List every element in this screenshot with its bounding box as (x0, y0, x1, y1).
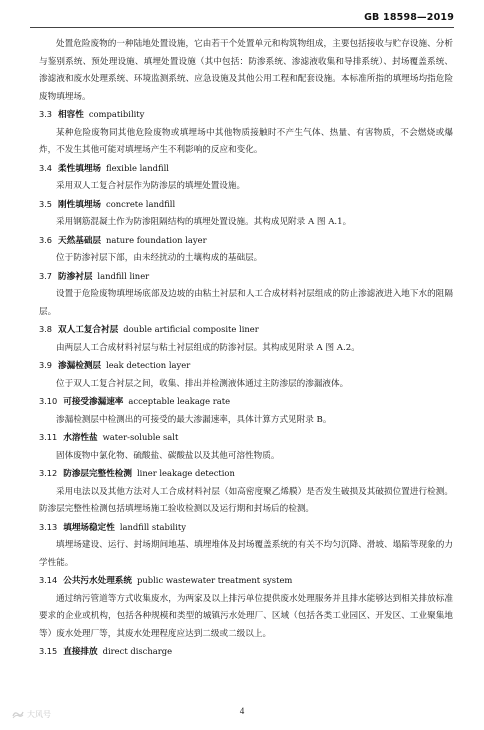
term-english-name: nature foundation layer (106, 234, 207, 245)
term-english-name: direct discharge (102, 646, 173, 656)
term-number: 3.15 (39, 646, 58, 656)
term-number: 3.8 (39, 324, 53, 334)
term-definition: 位于双人工复合衬层之间，收集、排出并检测液体通过主防渗层的渗漏液体。 (56, 378, 349, 389)
watermark-logo-icon (12, 710, 24, 719)
term-definition: 某种危险废物同其他危险废物或填埋场中其他物质接触时不产生气体、热量、有害物质，不会燃烧或爆炸，不发生其他可能对填埋场产生不利影响的反应和变化。 (39, 127, 453, 155)
term-chinese-name: 防渗层完整性检测 (63, 469, 132, 479)
term-number: 3.4 (39, 162, 53, 173)
term-definition: 通过纳污管道等方式收集废水，为两家及以上排污单位提供废水处理服务并且排水能够达到相关排放标准要求的企业或机构，包括各种规模和类型的城镇污水处理厂、区域（包括各类工业园区、开发区、工业聚集地等）废水处理厂等，其废水处理程度应达到二级或二级以上。 (39, 593, 453, 639)
term-english-name: landfill stability (119, 521, 186, 532)
standard-code: GB 18598—2019 (364, 12, 454, 23)
term-definition: 渗漏检测层中检测出的可接受的最大渗漏速率，具体计算方式见附录 B。 (56, 414, 332, 425)
term-heading (39, 429, 453, 448)
term-heading (39, 519, 453, 538)
term-definition: 采用电法以及其他方法对人工合成材料衬层（如高密度聚乙烯膜）是否发生破损及其破损位置进行检测。防渗层完整性检测包括填埋场施工验收检测以及运行期和封场后的检测。 (39, 486, 453, 514)
term-heading (39, 106, 453, 125)
term-number: 3.14 (39, 575, 58, 585)
term-definition: 采用钢筋混凝土作为防渗阻隔结构的填埋处置设施。其构成见附录 A 图 A.1。 (56, 217, 352, 227)
term-english-name: concrete landfill (106, 198, 176, 209)
term-chinese-name: 可接受渗漏速率 (63, 397, 124, 407)
term-definition: 设置于危险废物填埋场底部及边坡的由粘土衬层和人工合成材料衬层组成的防止渗滤液进入地下水的阻隔层。 (39, 289, 453, 317)
term-chinese-name: 填埋场稳定性 (63, 522, 115, 533)
term-heading (39, 232, 453, 251)
term-chinese-name: 相容性 (58, 110, 84, 120)
term-heading (39, 160, 453, 179)
term-definition: 采用双人工复合衬层作为防渗层的填埋处置设施。 (56, 181, 246, 191)
term-heading (39, 572, 453, 591)
document-body (39, 36, 453, 662)
term-chinese-name: 刚性填埋场 (58, 199, 102, 210)
term-english-name: compatibility (88, 109, 145, 119)
terms-list (39, 106, 453, 662)
watermark (12, 709, 51, 720)
term-number: 3.3 (39, 109, 53, 119)
term-heading (39, 465, 453, 484)
term-chinese-name: 水溶性盐 (63, 433, 98, 443)
term-english-name: double artificial composite liner (123, 324, 259, 334)
term-number: 3.13 (39, 521, 58, 532)
intro-paragraph: 处置危险废物的一种陆地处置设施，它由若干个处置单元和构筑物组成，主要包括接收与贮存设施、分析与鉴别系统、预处理设施、填埋处置设施（其中包括：防渗系统、渗滤液收集和导排系统）、封场覆盖系统、渗滤液和废水处理系统、环境监测系统、应急设施及其他公用工程和配套设施。本标准所指的填埋场均指危险废物填埋场。 (39, 39, 453, 102)
term-english-name: public wastewater treatment system (137, 575, 293, 585)
term-heading (39, 196, 453, 215)
term-number: 3.7 (39, 270, 53, 281)
term-number: 3.6 (39, 234, 53, 245)
term-definition: 固体废物中氯化物、硫酸盐、碳酸盐以及其他可溶性物质。 (56, 450, 280, 461)
term-chinese-name: 渗漏检测层 (58, 361, 102, 371)
term-heading (39, 268, 453, 287)
term-definition: 由两层人工合成材料衬层与粘土衬层组成的防渗衬层。其构成见附录 A 图 A.2。 (56, 342, 360, 353)
term-number: 3.12 (39, 468, 58, 478)
term-heading (39, 357, 453, 376)
term-english-name: liner leakage detection (137, 468, 235, 478)
term-number: 3.11 (39, 432, 58, 442)
term-chinese-name: 直接排放 (63, 647, 98, 657)
term-heading (39, 643, 453, 662)
term-english-name: acceptable leakage rate (128, 396, 231, 406)
term-number: 3.9 (39, 360, 53, 370)
term-chinese-name: 天然基础层 (58, 235, 102, 246)
page-number: 4 (239, 706, 245, 716)
term-english-name: landfill liner (97, 270, 150, 281)
term-chinese-name: 双人工复合衬层 (58, 325, 119, 335)
term-chinese-name: 柔性填埋场 (58, 163, 102, 174)
term-chinese-name: 防渗衬层 (58, 271, 93, 282)
header-rule (30, 27, 454, 28)
term-chinese-name: 公共污水处理系统 (63, 576, 132, 586)
term-heading (39, 321, 453, 340)
watermark-text: 大风号 (27, 710, 51, 719)
term-number: 3.5 (39, 198, 53, 209)
term-number: 3.10 (39, 396, 58, 406)
term-english-name: water-soluble salt (102, 432, 179, 442)
term-english-name: flexible landfill (106, 162, 169, 173)
term-definition: 填埋场建设、运行、封场期间地基、填埋堆体及封场覆盖系统的有关不均匀沉降、滑坡、塌陷等现象的力学性能。 (39, 540, 453, 568)
term-heading (39, 393, 453, 412)
term-english-name: leak detection layer (106, 360, 191, 370)
term-definition: 位于防渗衬层下部，由未经扰动的土壤构成的基础层。 (56, 253, 263, 263)
